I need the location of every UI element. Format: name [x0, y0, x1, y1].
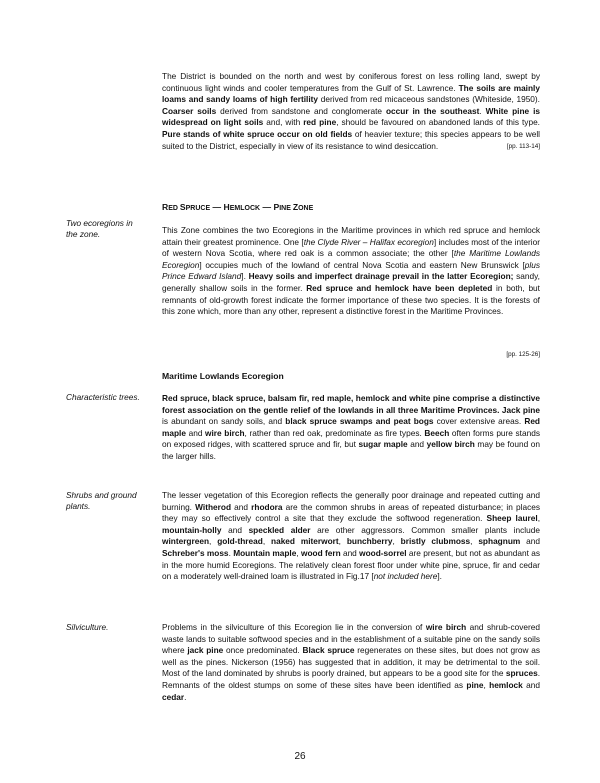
- text-run: ,: [483, 679, 490, 690]
- bold-term: cedar: [162, 691, 185, 702]
- text-run: ,: [296, 547, 301, 558]
- bold-term: red pine: [303, 117, 337, 128]
- bold-term: speckled alder: [248, 524, 311, 535]
- bold-term: bunchberry: [346, 536, 393, 547]
- text-run: and: [185, 427, 206, 438]
- text-run: . Remnants of the oldest stumps on some of these sites have been identified as: [162, 668, 540, 690]
- text-run: ,: [209, 536, 218, 547]
- text-run: ].: [241, 271, 249, 282]
- text-run: derived from red micaceous sandstones (Whiteside, 1950).: [318, 94, 540, 105]
- shrubs-paragraph: [162, 490, 540, 583]
- bold-term: Heavy soils and imperfect drainage prevail in the latter Ecoregion;: [248, 271, 514, 282]
- heading-part: Z: [292, 202, 299, 212]
- district-paragraph: [162, 71, 540, 152]
- text-run: and: [407, 439, 427, 450]
- text-run: and, with: [263, 117, 304, 128]
- zone-heading-text: [162, 202, 313, 212]
- bold-term: jack pine: [187, 645, 224, 656]
- italic-note: the Maritime Lowlands Ecoregion: [162, 248, 540, 270]
- text-run: are other aggressors. Common smaller plants include: [310, 524, 540, 535]
- bold-term: wire birch: [205, 427, 245, 438]
- text-run: sandy, generally shallow soils in the former.: [162, 271, 540, 293]
- page-reference: [pp. 125-26]: [506, 351, 540, 358]
- text-run: ,: [392, 536, 401, 547]
- zone-paragraph-text: [162, 225, 540, 316]
- bold-term: White pine is widespread on light soils: [162, 105, 541, 128]
- bold-term: gold-thread: [217, 536, 263, 547]
- text-run: ,: [338, 536, 347, 547]
- bold-term: The soils are mainly loams and sandy loams of high fertility: [162, 82, 540, 105]
- margin-note-shrubs: Shrubs and ground plants.: [66, 490, 137, 511]
- silviculture-paragraph-text: [162, 622, 540, 702]
- heading-part: H: [223, 202, 230, 212]
- text-run: .: [228, 547, 234, 558]
- bold-term: spruces: [505, 668, 538, 679]
- bold-term: Coarser soils: [162, 105, 217, 116]
- text-run: derived from sandstone and conglomerate: [216, 105, 386, 116]
- text-run: ,: [262, 536, 272, 547]
- bold-term: bristly clubmoss: [400, 536, 471, 547]
- heading-part: EMLOCK: [229, 205, 261, 212]
- bold-term: naked miterwort: [271, 536, 339, 547]
- text-run: and: [522, 679, 540, 690]
- text-run: The District is bounded on the north and west by coniferous forest on less rolling land, swept by continuous light winds and cooler temperatures from the Gulf of St. Lawrence.: [162, 71, 540, 93]
- bold-term: hemlock: [489, 679, 523, 690]
- text-run: Problems in the silviculture of this Ecoregion lie in the conversion of: [162, 622, 426, 632]
- bold-term: Red spruce and hemlock have been depleted: [306, 282, 493, 293]
- text-run: once predominated.: [223, 645, 303, 656]
- bold-term: Witherod: [195, 501, 232, 512]
- margin-note-trees: Characteristic trees.: [66, 392, 140, 402]
- bold-term: Jack pine: [501, 404, 540, 415]
- page-number: 26: [294, 751, 306, 762]
- italic-note: not included here: [373, 571, 438, 582]
- text-run: and: [340, 547, 360, 558]
- text-run: are the common shrubs in areas of repeated disturbance; in places they may so effectively control a site that they exclude the softwood regeneration.: [162, 501, 540, 524]
- heading-part: ED: [168, 205, 180, 212]
- bold-term: black spruce swamps and peat bogs: [285, 416, 434, 427]
- text-run: cover extensive areas.: [433, 416, 525, 427]
- heading-part: ONE: [298, 205, 314, 212]
- bold-term: Mountain maple: [233, 547, 297, 558]
- shrubs-paragraph-text: [162, 490, 540, 581]
- heading-part: —: [210, 202, 224, 212]
- text-run: .: [479, 105, 486, 116]
- ecoregion-heading: Maritime Lowlands Ecoregion: [162, 371, 284, 381]
- zone-paragraph: [162, 225, 540, 318]
- bold-term: Black spruce: [302, 645, 355, 656]
- silviculture-paragraph: [162, 622, 540, 703]
- text-run: The lesser vegetation of this Ecoregion reflects the generally poor drainage and repeated cutting and burning.: [162, 490, 540, 512]
- bold-term: yellow birch: [426, 439, 475, 450]
- text-run: and: [231, 501, 252, 512]
- heading-part: R: [162, 202, 169, 212]
- trees-paragraph: [162, 393, 540, 463]
- bold-term: wood fern: [300, 547, 341, 558]
- text-run: are present, but not as abundant as in the more humid Ecoregions. The relatively clean forest floor under white pine, spruce, fir and cedar on a moderately well-drained loam is illustrated in Fig.17 [: [162, 547, 540, 582]
- page-reference: [pp. 113-14]: [506, 142, 540, 150]
- text-run: .: [184, 691, 187, 702]
- bold-term: mountain-holly: [162, 524, 222, 535]
- trees-paragraph-text: [162, 393, 540, 461]
- bold-term: pine: [466, 679, 484, 690]
- bold-term: occur in the southeast: [385, 105, 480, 116]
- bold-term: sphagnum: [478, 536, 521, 547]
- district-paragraph-text: [162, 71, 540, 151]
- text-run: and: [221, 524, 249, 535]
- text-run: , should be favoured on abandoned lands of this type.: [336, 117, 540, 128]
- text-run: may be found on the larger hills.: [162, 439, 540, 461]
- heading-part: P: [273, 202, 280, 212]
- margin-note-ecoregions: Two ecoregions in the zone.: [66, 218, 133, 239]
- bold-term: Beech: [424, 427, 450, 438]
- bold-term: Red spruce, black spruce, balsam fir, red maple, hemlock and white pine comprise a distinctive forest association on the gentle relief of the lowlands in all three Maritime Provinces.: [162, 393, 540, 415]
- text-run: ,: [470, 536, 479, 547]
- text-run: ].: [437, 571, 442, 582]
- text-run: often forms pure stands on exposed ridges, with scattered spruce and fir, but: [162, 427, 540, 450]
- text-run: and shrub-covered waste lands to suitable softwood species and in the establishment of a suitable pine on the sandy soils where: [162, 622, 540, 656]
- bold-term: Red maple: [162, 416, 541, 438]
- text-run: This Zone combines the two Ecoregions in the Maritime provinces in which red spruce and hemlock attain their greatest prominence. One [: [162, 225, 540, 247]
- text-run: of heavier texture; this species appears to be well suited to the District, especially in view of its resistance to wind desiccation.: [162, 128, 541, 151]
- text-run: and: [520, 536, 540, 547]
- margin-note-silviculture: Silviculture.: [66, 622, 109, 632]
- bold-term: Sheep laurel: [486, 513, 538, 524]
- bold-term: wintergreen: [162, 536, 210, 547]
- italic-note: plus Prince Edward Island: [162, 259, 540, 282]
- heading-part: INE: [279, 205, 293, 212]
- text-run: ] includes most of the interior of western Nova Scotia, where red oak is a common associate; the other [: [162, 236, 540, 259]
- zone-heading: [162, 202, 313, 212]
- bold-term: Schreber's moss: [162, 547, 229, 558]
- heading-part: —: [260, 202, 274, 212]
- italic-note: the Clyde River – Halifax ecoregion: [303, 236, 434, 247]
- text-run: ] occupies much of the lowland of central Nova Scotia and eastern New Brunswick [: [199, 259, 525, 270]
- heading-part: S: [179, 202, 186, 212]
- text-run: is abundant on sandy soils, and: [162, 416, 286, 427]
- bold-term: wood-sorrel: [359, 547, 407, 558]
- text-run: regenerates on these sites, but does not grow as well as the pines. Nickerson (1956) has suggested that in addition, it may be detrimental to the soil. Most of the land dominated by shrubs is poorly drained, but appears to be a good site for the: [162, 645, 541, 679]
- bold-term: wire birch: [425, 622, 467, 632]
- text-run: ,: [537, 513, 540, 524]
- heading-part: PRUCE: [185, 205, 211, 212]
- text-run: in both, but remnants of old-growth forest indicate the former importance of these two species. It is the forests of this zone which, more than any other, represent a distinctive forest in the Maritime Provinces.: [162, 282, 540, 317]
- bold-term: Pure stands of white spruce occur on old fields: [162, 128, 353, 139]
- text-run: , rather than red oak, predominate as fire types.: [244, 427, 425, 438]
- bold-term: rhodora: [251, 501, 283, 512]
- bold-term: sugar maple: [358, 439, 408, 450]
